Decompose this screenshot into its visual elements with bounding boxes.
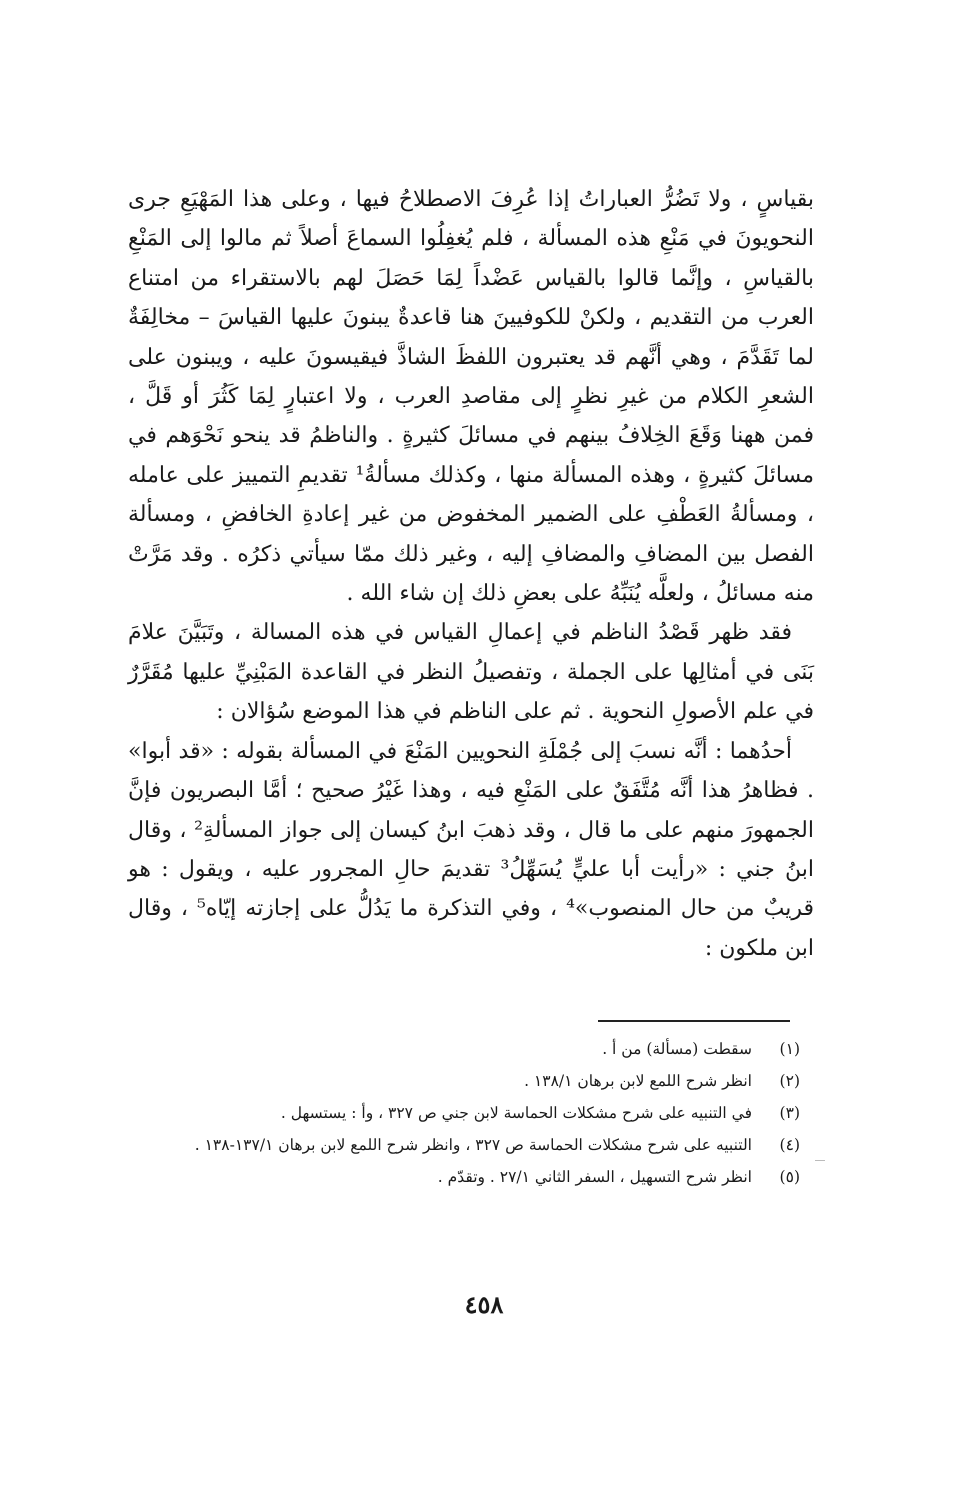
footnote-text: انظر شرح التسهيل ، السفر الثاني ٢٧/١ . وتقدّم . [437,1168,752,1186]
footnote-number: (٣) [779,1104,800,1122]
footnote-text: التنبيه على شرح مشكلات الحماسة ص ٣٢٧ ، وانظر شرح اللمع لابن برهان ١٣٧/١-١٣٨ . [194,1136,752,1154]
scan-artifact [815,1160,825,1161]
paragraph-3: أحدُهما : أنَّه نسبَ إلى جُمْلَةِ النحويين المَنْعَ في المسألة بقوله : «قد أبوا» . فظاهرُ هذا أنَّه مُتَّفَقٌ على المَنْعِ فيه ، وهذا غَيْرُ صحيح ؛ أمَّا البصريون فإنَّ الجمهورَ منهم على ما قال ، وقد ذهبَ ابنُ كيسان إلى جواز المسألةِ² ، وقال ابنُ جني : «رأيت أبا عليٍّ يُسَهِّلُ³ تقديمَ حالِ المجرور عليه ، ويقول : هو قريبٌ من حال المنصوب»⁴ ، وفي التذكرة ما يَدُلُّ على إجازته إيّاه⁵ ، وقال ابن ملكون : [128,738,814,961]
footnote-number: (٢) [779,1072,800,1090]
footnotes [128,1034,800,1194]
footnote-separator [598,1020,790,1022]
footnote-2 [128,1066,800,1096]
footnote-3 [128,1098,800,1128]
footnote-1 [128,1034,800,1064]
paragraph-1: بقياسٍ ، ولا تَضُرُّ العباراتُ إذا عُرِفَ الاصطلاحُ فيها ، وعلى هذا المَهْيَعِ جرى النحويونَ في مَنْعِ هذه المسألة ، فلم يُغفِلُوا السماعَ أصلاً ثم مالوا إلى المَنْعِ بالقياسِ ، وإنَّما قالوا بالقياس عَضْداً لِمَا حَصَلَ لهم بالاستقراء من امتناع العرب من التقديم ، ولكنْ للكوفيينَ هنا قاعدةٌ يبنونَ عليها القياسَ – مخالِفَةٌ لما تَقَدَّمَ ، وهي أنَّهم قد يعتبرون اللفظَ الشاذَّ فيقيسونَ عليه ، ويبنون على الشعرِ الكلام من غيرِ نظرٍ إلى مقاصدِ العرب ، ولا اعتبارٍ لِمَا كَثُرَ أو قَلَّ ، فمن ههنا وَقَعَ الخِلافُ بينهم في مسائلَ كثيرةٍ . والناظمُ قد ينحو نَحْوَهم في مسائلَ كثيرةٍ ، وهذه المسألة منها ، وكذلك مسألةُ¹ تقديمِ التمييز على عامله ، ومسألةُ العَطْفِ على الضمير المخفوض من غير إعادةِ الخافضِ ، ومسألة الفصل بين المضافِ والمضافِ إليه ، وغير ذلك ممّا سيأتي ذكرُه . وقد مَرَّتْ منه مسائلُ ، ولعلَّه يُنَبِّهُ على بعضِ ذلك إن شاء الله . [128,187,815,607]
footnote-text: سقطت (مسألة) من أ . [602,1040,752,1058]
paragraph-2: فقد ظهر قَصْدُ الناظم في إعمالِ القياس في هذه المسالة ، وتَبَيَّنَ علامَ بَنَى في أمثالِها على الجملة ، وتفصيلُ النظر في القاعدة المَبْنِيِّ عليها مُقَرَّرٌ في علم الأصولِ النحوية . ثم على الناظم في هذا الموضع سُؤالان : [128,620,814,725]
footnote-text: انظر شرح اللمع لابن برهان ١٣٨/١ . [524,1072,752,1090]
footnote-number: (٥) [779,1168,800,1186]
main-text [128,180,814,968]
footnote-4 [128,1130,800,1160]
footnote-number: (١) [779,1040,800,1058]
footnote-text: في التنبيه على شرح مشكلات الحماسة لابن جني ص ٣٢٧ ، وأ : يستسهل . [280,1104,752,1122]
footnote-5 [128,1162,800,1192]
footnote-number: (٤) [779,1136,800,1154]
page-number: ٤٥٨ [464,1290,504,1319]
